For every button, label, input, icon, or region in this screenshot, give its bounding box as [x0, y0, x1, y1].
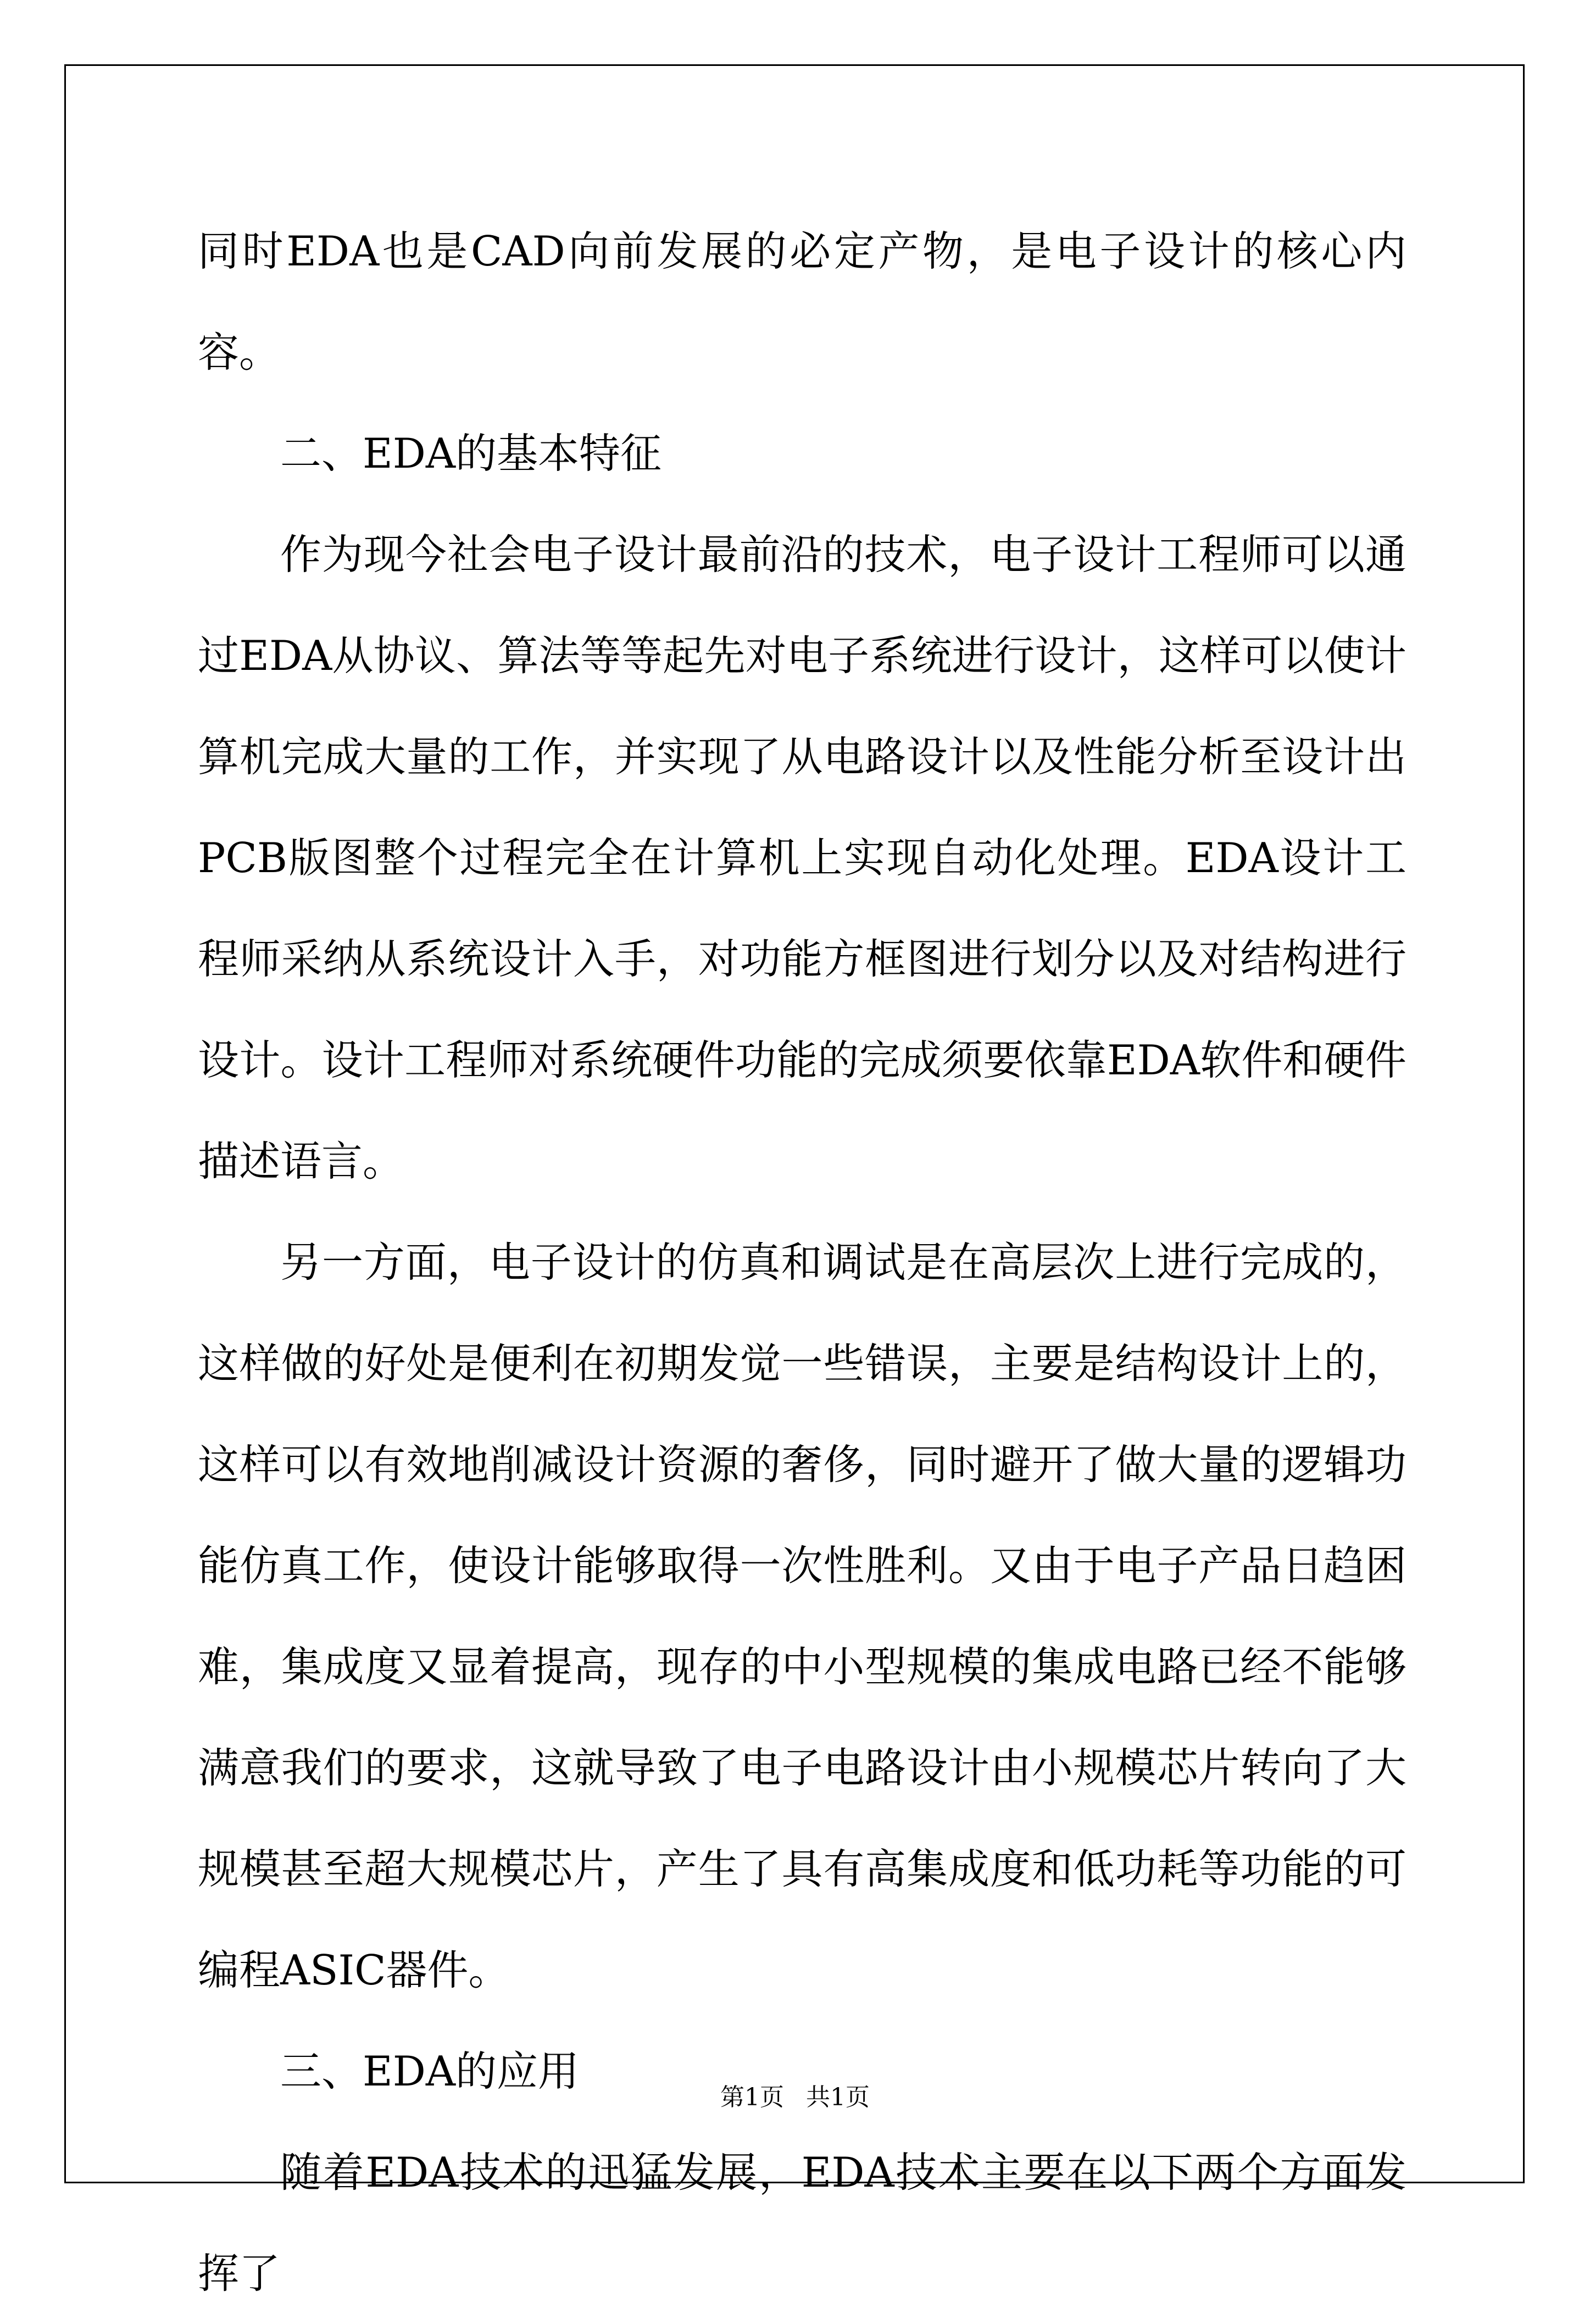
paragraph-applications: 随着EDA技术的迅猛发展，EDA技术主要在以下两个方面发挥了	[198, 2148, 1406, 2298]
page-total: 共1页	[806, 2083, 870, 2111]
section-heading-basic-features: 二、EDA的基本特征	[280, 429, 662, 478]
page-footer	[0, 2077, 1590, 2112]
document-body	[198, 201, 1406, 2324]
section-heading-applications: 三、EDA的应用	[280, 2047, 580, 2095]
paragraph-features-1: 作为现今社会电子设计最前沿的技术，电子设计工程师可以通过EDA从协议、算法等等起先对电子系统进行设计，这样可以使计算机完成大量的工作，并实现了从电路设计以及性能分析至设计出PCB版图整个过程完全在计算机上实现自动化处理。EDA设计工程师采纳从系统设计入手，对功能方框图进行划分以及对结构进行设计。设计工程师对系统硬件功能的完成须要依靠EDA软件和硬件描述语言。	[198, 530, 1406, 1185]
paragraph-intro-continuation: 同时EDA也是CAD向前发展的必定产物，是电子设计的核心内容。	[198, 227, 1406, 376]
page-number: 第1页	[720, 2083, 784, 2111]
paragraph-features-2: 另一方面，电子设计的仿真和调试是在高层次上进行完成的，这样做的好处是便利在初期发觉一些错误，主要是结构设计上的，这样可以有效地削减设计资源的奢侈，同时避开了做大量的逻辑功能仿真工作，使设计能够取得一次性胜利。又由于电子产品日趋困难，集成度又显着提高，现存的中小型规模的集成电路已经不能够满意我们的要求，这就导致了电子电路设计由小规模芯片转向了大规模甚至超大规模芯片，产生了具有高集成度和低功耗等功能的可编程ASIC器件。	[198, 1238, 1406, 1994]
